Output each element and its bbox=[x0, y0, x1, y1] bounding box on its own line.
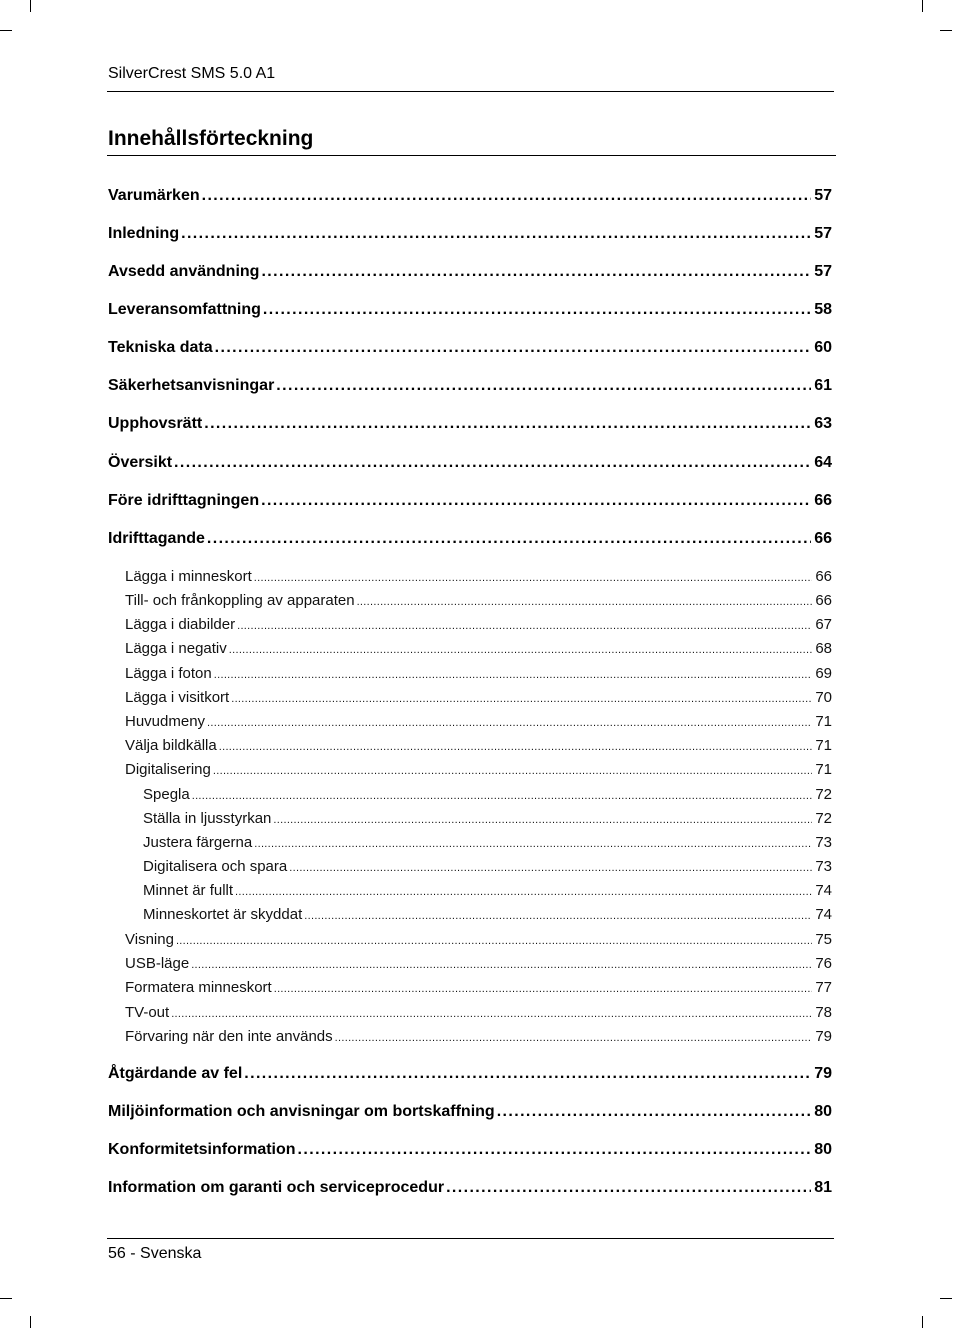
footer-rule bbox=[107, 1238, 834, 1239]
toc-entry-label: Före idrifttagningen bbox=[108, 492, 260, 509]
dot-leader bbox=[192, 787, 813, 804]
page-footer: 56 - Svenska bbox=[108, 1245, 202, 1262]
dot-leader bbox=[261, 262, 811, 282]
crop-mark bbox=[940, 1298, 952, 1299]
toc-entry-label: Säkerhetsanvisningar bbox=[108, 377, 275, 394]
toc-entry-label: Lägga i negativ bbox=[125, 640, 227, 657]
toc-entry-page-number: 66 bbox=[815, 568, 832, 585]
toc-entry-page-number: 71 bbox=[815, 713, 832, 730]
toc-entry-page-number: 66 bbox=[815, 592, 832, 609]
toc-entry[interactable] bbox=[108, 453, 832, 473]
dot-leader bbox=[357, 593, 813, 610]
toc-entry[interactable] bbox=[108, 414, 832, 434]
dot-leader bbox=[207, 529, 811, 549]
toc-entry-page-number: 57 bbox=[814, 187, 832, 204]
dot-leader bbox=[219, 738, 813, 755]
toc-entry-label: Upphovsrätt bbox=[108, 415, 203, 432]
running-header: SilverCrest SMS 5.0 A1 bbox=[108, 65, 276, 82]
dot-leader bbox=[229, 641, 813, 658]
toc-entry-page-number: 63 bbox=[814, 415, 832, 432]
dot-leader bbox=[274, 980, 813, 997]
dot-leader bbox=[273, 811, 812, 828]
toc-entry-label: Lägga i minneskort bbox=[125, 568, 252, 585]
dot-leader bbox=[497, 1102, 812, 1122]
toc-entry-page-number: 66 bbox=[814, 530, 832, 547]
dot-leader bbox=[254, 569, 813, 586]
toc-entry-page-number: 79 bbox=[815, 1028, 832, 1045]
toc-entry-label: Information om garanti och serviceprocedur bbox=[108, 1179, 445, 1196]
toc-entry[interactable] bbox=[108, 1140, 832, 1160]
toc-entry-page-number: 81 bbox=[814, 1179, 832, 1196]
dot-leader bbox=[235, 883, 812, 900]
toc-entry-label: Lägga i visitkort bbox=[125, 689, 230, 706]
toc-heading: Innehållsförteckning bbox=[108, 127, 314, 150]
dot-leader bbox=[335, 1029, 813, 1046]
toc-entry-page-number: 71 bbox=[815, 761, 832, 778]
toc-entry[interactable] bbox=[125, 930, 832, 949]
toc-entry-label: Tekniska data bbox=[108, 339, 213, 356]
toc-entry[interactable] bbox=[125, 736, 832, 755]
toc-entry-page-number: 71 bbox=[815, 737, 832, 754]
dot-leader bbox=[204, 414, 811, 434]
toc-entry-page-number: 60 bbox=[814, 339, 832, 356]
dot-leader bbox=[254, 835, 812, 852]
toc-entry-page-number: 74 bbox=[815, 906, 832, 923]
toc-entry-label: Varumärken bbox=[108, 187, 200, 204]
dot-leader bbox=[244, 1064, 811, 1084]
toc-entry[interactable] bbox=[108, 262, 832, 282]
toc-entry[interactable] bbox=[108, 224, 832, 244]
toc-entry-page-number: 72 bbox=[815, 786, 832, 803]
dot-leader bbox=[446, 1178, 811, 1198]
toc-entry[interactable] bbox=[143, 857, 832, 876]
toc-entry[interactable] bbox=[108, 338, 832, 358]
dot-leader bbox=[181, 224, 811, 244]
toc-entry-label: Välja bildkälla bbox=[125, 737, 217, 754]
toc-entry[interactable] bbox=[108, 1102, 832, 1122]
dot-leader bbox=[171, 1005, 812, 1022]
crop-mark bbox=[922, 0, 923, 12]
toc-entry-label: Lägga i diabilder bbox=[125, 616, 236, 633]
toc-entry-page-number: 80 bbox=[814, 1103, 832, 1120]
toc-entry-page-number: 78 bbox=[815, 1004, 832, 1021]
toc-entry-page-number: 73 bbox=[815, 858, 832, 875]
toc-entry-page-number: 76 bbox=[815, 955, 832, 972]
toc-entry-label: Justera färgerna bbox=[143, 834, 253, 851]
toc-entry[interactable] bbox=[108, 529, 832, 549]
dot-leader bbox=[202, 186, 812, 206]
toc-entry-page-number: 69 bbox=[815, 665, 832, 682]
toc-entry-label: Minneskortet är skyddat bbox=[143, 906, 303, 923]
toc-entry-page-number: 75 bbox=[815, 931, 832, 948]
toc-entry-label: USB-läge bbox=[125, 955, 190, 972]
dot-leader bbox=[191, 956, 812, 973]
toc-entry-label: Spegla bbox=[143, 786, 190, 803]
toc-entry[interactable] bbox=[143, 905, 832, 924]
dot-leader bbox=[213, 762, 812, 779]
toc-entry-page-number: 80 bbox=[814, 1141, 832, 1158]
toc-entry-page-number: 57 bbox=[814, 225, 832, 242]
crop-mark bbox=[0, 1298, 12, 1299]
toc-entry[interactable] bbox=[125, 760, 832, 779]
crop-mark bbox=[940, 30, 952, 31]
toc-entry-label: Inledning bbox=[108, 225, 180, 242]
toc-entry-label: Förvaring när den inte används bbox=[125, 1028, 333, 1045]
toc-entry-page-number: 72 bbox=[815, 810, 832, 827]
toc-entry[interactable] bbox=[125, 978, 832, 997]
toc-entry[interactable] bbox=[108, 376, 832, 396]
crop-mark bbox=[922, 1316, 923, 1328]
toc-entry-page-number: 61 bbox=[814, 377, 832, 394]
toc-entry[interactable] bbox=[125, 1003, 832, 1022]
toc-entry-label: Åtgärdande av fel bbox=[108, 1065, 243, 1082]
toc-entry-label: Leveransomfattning bbox=[108, 301, 261, 318]
toc-entry-label: Huvudmeny bbox=[125, 713, 206, 730]
toc-entry[interactable] bbox=[125, 591, 832, 610]
toc-entry[interactable] bbox=[108, 491, 832, 511]
dot-leader bbox=[237, 617, 812, 634]
toc-entry-label: Digitalisera och spara bbox=[143, 858, 288, 875]
toc-entry[interactable] bbox=[125, 1027, 832, 1046]
toc-entry-label: Miljöinformation och anvisningar om bortskaffning bbox=[108, 1103, 495, 1120]
toc-entry[interactable] bbox=[108, 1178, 832, 1198]
toc-entry-label: Digitalisering bbox=[125, 761, 211, 778]
toc-entry-page-number: 68 bbox=[815, 640, 832, 657]
crop-mark bbox=[30, 1316, 31, 1328]
dot-leader bbox=[174, 453, 811, 473]
dot-leader bbox=[261, 491, 811, 511]
dot-leader bbox=[289, 859, 812, 876]
toc-entry[interactable] bbox=[143, 833, 832, 852]
dot-leader bbox=[207, 714, 812, 731]
toc-entry-label: Översikt bbox=[108, 454, 173, 471]
toc-entry-label: Lägga i foton bbox=[125, 665, 212, 682]
toc-entry[interactable] bbox=[143, 785, 832, 804]
dot-leader bbox=[214, 666, 813, 683]
toc-entry-page-number: 74 bbox=[815, 882, 832, 899]
dot-leader bbox=[276, 376, 811, 396]
toc-entry-label: Idrifttagande bbox=[108, 530, 205, 547]
toc-entry[interactable] bbox=[125, 567, 832, 586]
dot-leader bbox=[304, 907, 812, 924]
toc-entry-label: Avsedd användning bbox=[108, 263, 260, 280]
toc-entry-page-number: 79 bbox=[814, 1065, 832, 1082]
dot-leader bbox=[215, 338, 812, 358]
toc-entry-page-number: 73 bbox=[815, 834, 832, 851]
toc-entry-page-number: 57 bbox=[814, 263, 832, 280]
dot-leader bbox=[176, 932, 812, 949]
toc-entry[interactable] bbox=[125, 639, 832, 658]
toc-entry[interactable] bbox=[108, 300, 832, 320]
toc-entry-label: Konformitetsinformation bbox=[108, 1141, 296, 1158]
toc-entry[interactable] bbox=[143, 881, 832, 900]
toc-entry-page-number: 67 bbox=[815, 616, 832, 633]
heading-rule bbox=[107, 155, 836, 156]
toc-entry-page-number: 70 bbox=[815, 689, 832, 706]
header-rule bbox=[107, 91, 834, 92]
toc-entry-page-number: 64 bbox=[814, 454, 832, 471]
toc-entry[interactable] bbox=[143, 809, 832, 828]
toc-entry[interactable] bbox=[125, 615, 832, 634]
toc-entry-label: TV-out bbox=[125, 1004, 170, 1021]
toc-entry[interactable] bbox=[125, 712, 832, 731]
toc-entry-page-number: 66 bbox=[814, 492, 832, 509]
toc-entry[interactable] bbox=[125, 954, 832, 973]
toc-entry-label: Formatera minneskort bbox=[125, 979, 272, 996]
crop-mark bbox=[0, 30, 12, 31]
toc-entry[interactable] bbox=[108, 1064, 832, 1084]
toc-entry-label: Minnet är fullt bbox=[143, 882, 234, 899]
dot-leader bbox=[298, 1140, 812, 1160]
crop-mark bbox=[30, 0, 31, 12]
dot-leader bbox=[231, 690, 812, 707]
toc-entry[interactable] bbox=[125, 664, 832, 683]
toc-entry[interactable] bbox=[108, 186, 832, 206]
dot-leader bbox=[263, 300, 811, 320]
toc-entry[interactable] bbox=[125, 688, 832, 707]
toc-entry-label: Till- och frånkoppling av apparaten bbox=[125, 592, 355, 609]
toc-entry-page-number: 58 bbox=[814, 301, 832, 318]
toc-entry-page-number: 77 bbox=[815, 979, 832, 996]
toc-entry-label: Visning bbox=[125, 931, 174, 948]
toc-entry-label: Ställa in ljusstyrkan bbox=[143, 810, 272, 827]
